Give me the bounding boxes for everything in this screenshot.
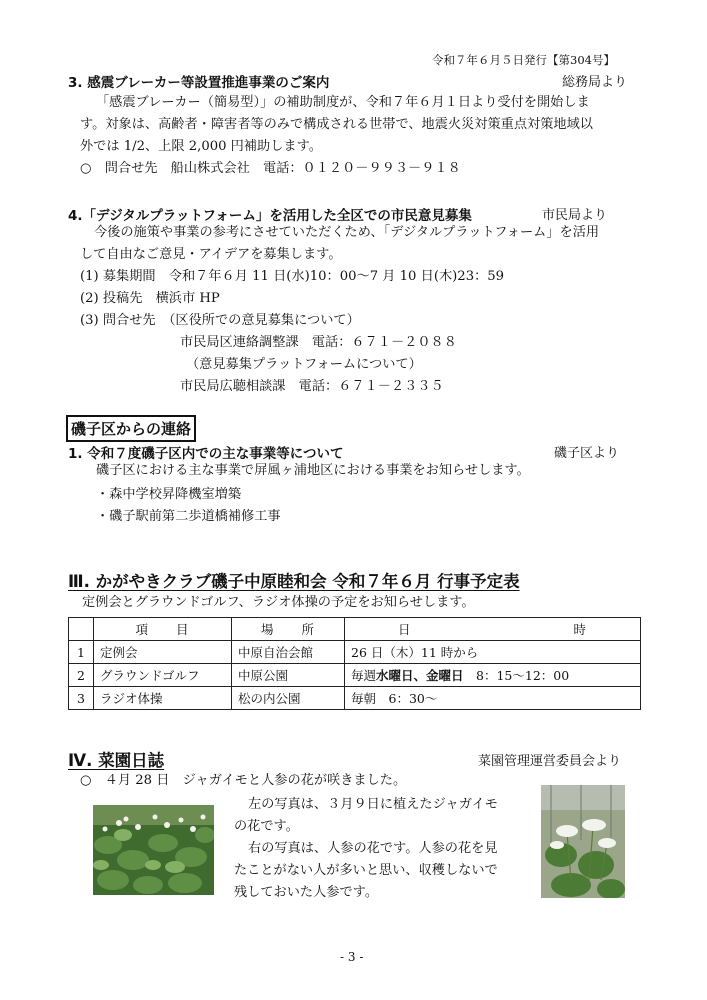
row-item: 定例会 [94, 641, 232, 664]
row-number: 2 [69, 664, 94, 687]
page-number: - 3 - [340, 950, 364, 964]
table-header-item: 項 目 [94, 618, 232, 641]
row-number: 3 [69, 687, 94, 710]
table-header-row [69, 618, 641, 641]
row-number: 1 [69, 641, 94, 664]
potato-flower-photo [93, 805, 214, 895]
garden-diary-source: 菜園管理運営委員会より [478, 754, 622, 769]
carrot-flower-photo [541, 785, 625, 898]
isogo-box-heading: 磯子区からの連絡 [66, 415, 196, 442]
section4-heading: 4.「デジタルプラットフォーム」を活用した全区での市民意見募集 [68, 208, 472, 224]
garden-date-line: ○ ４月 28 日 ジャガイモと人参の花が咲きました。 [80, 773, 407, 788]
section4-item-2: (2) 投稿先 横浜市 HP [80, 291, 220, 306]
section3-schedule-heading: Ⅲ. かがやきクラブ磯子中原睦和会 令和７年６月 行事予定表 [68, 572, 520, 591]
schedule-table [68, 617, 641, 710]
section4-sub-1: 市民局区連絡調整課 電話：６７１－２０８８ [180, 335, 457, 350]
isogo-bullet-2: ・磯子駅前第二歩道橋補修工事 [96, 509, 281, 524]
isogo-source: 磯子区より [554, 446, 620, 461]
garden-line-4: たことがない人が多いと思い、収穫しないで [234, 863, 498, 878]
table-row [69, 641, 641, 664]
isogo-bullet-1: ・森中学校昇降機室増築 [96, 487, 242, 502]
section3-line-3: 外では 1/2、上限 2,000 円補助します。 [80, 139, 322, 154]
section3-line-2: す。対象は、高齢者・障害者等のみで構成される世帯で、地震火災対策重点対策地域以 [80, 117, 593, 132]
isogo-line: 磯子区における主な事業で屏風ヶ浦地区における事業をお知らせします。 [96, 463, 530, 478]
garden-line-3: 右の写真は、人参の花です。人参の花を見 [248, 841, 498, 856]
garden-line-2: の花です。 [234, 819, 299, 834]
row-place: 中原自治会館 [232, 641, 345, 664]
garden-diary-heading: Ⅳ. 菜園日誌 [68, 751, 165, 770]
row-item: ラジオ体操 [94, 687, 232, 710]
row-time-prefix: 毎週 [351, 668, 377, 683]
table-row [69, 687, 641, 710]
section3-source: 総務局より [562, 75, 628, 90]
garden-line-5: 残しておいた人参です。 [234, 885, 379, 900]
section4-item-3: (3) 問合せ先 （区役所での意見募集について） [80, 313, 360, 328]
section4-sub-3: 市民局広聴相談課 電話：６７１－２３３５ [180, 379, 444, 394]
table-header-place: 場 所 [232, 618, 345, 641]
row-time [345, 664, 641, 687]
garden-line-1: 左の写真は、３月９日に植えたジャガイモ [248, 797, 498, 812]
section4-source: 市民局より [542, 208, 608, 223]
isogo-heading: 1. 令和７度磯子区内での主な事業等について [68, 446, 344, 462]
section3-heading: 3. 感震ブレーカー等設置推進事業のご案内 [68, 75, 330, 91]
section4-line-1: 今後の施策や事業の参考にさせていただくため、「デジタルプラットフォーム」を活用 [94, 225, 600, 240]
row-time: 26 日（木）11 時から [345, 641, 641, 664]
section4-sub-2: （意見募集プラットフォームについて） [186, 357, 422, 372]
section4-item-1: (1) 募集期間 令和７年６月 11 日(水)10：00～7 月 10 日(木)23：59 [80, 269, 505, 284]
table-header-time: 日 時 [345, 618, 641, 641]
row-time: 毎朝 6：30～ [345, 687, 641, 710]
section3-contact: ○ 問合せ先 船山株式会社 電話：０１２０－９９３－９１８ [80, 161, 461, 176]
section4-line-2: して自由なご意見・アイデアを募集します。 [80, 247, 342, 262]
schedule-intro: 定例会とグラウンドゴルフ、ラジオ体操の予定をお知らせします。 [82, 595, 475, 610]
row-time-hours: 8：15～12：00 [463, 668, 570, 683]
table-row [69, 664, 641, 687]
row-item: グラウンドゴルフ [94, 664, 232, 687]
section3-line-1: 「感震ブレーカー（簡易型）」の補助制度が、令和７年６月１日より受付を開始しま [96, 95, 590, 110]
table-header-no [69, 618, 94, 641]
row-time-days: 水曜日、金曜日 [376, 668, 464, 683]
row-place: 中原公園 [232, 664, 345, 687]
row-place: 松の内公園 [232, 687, 345, 710]
issue-line: 令和７年６月５日発行【第304号】 [432, 53, 615, 67]
